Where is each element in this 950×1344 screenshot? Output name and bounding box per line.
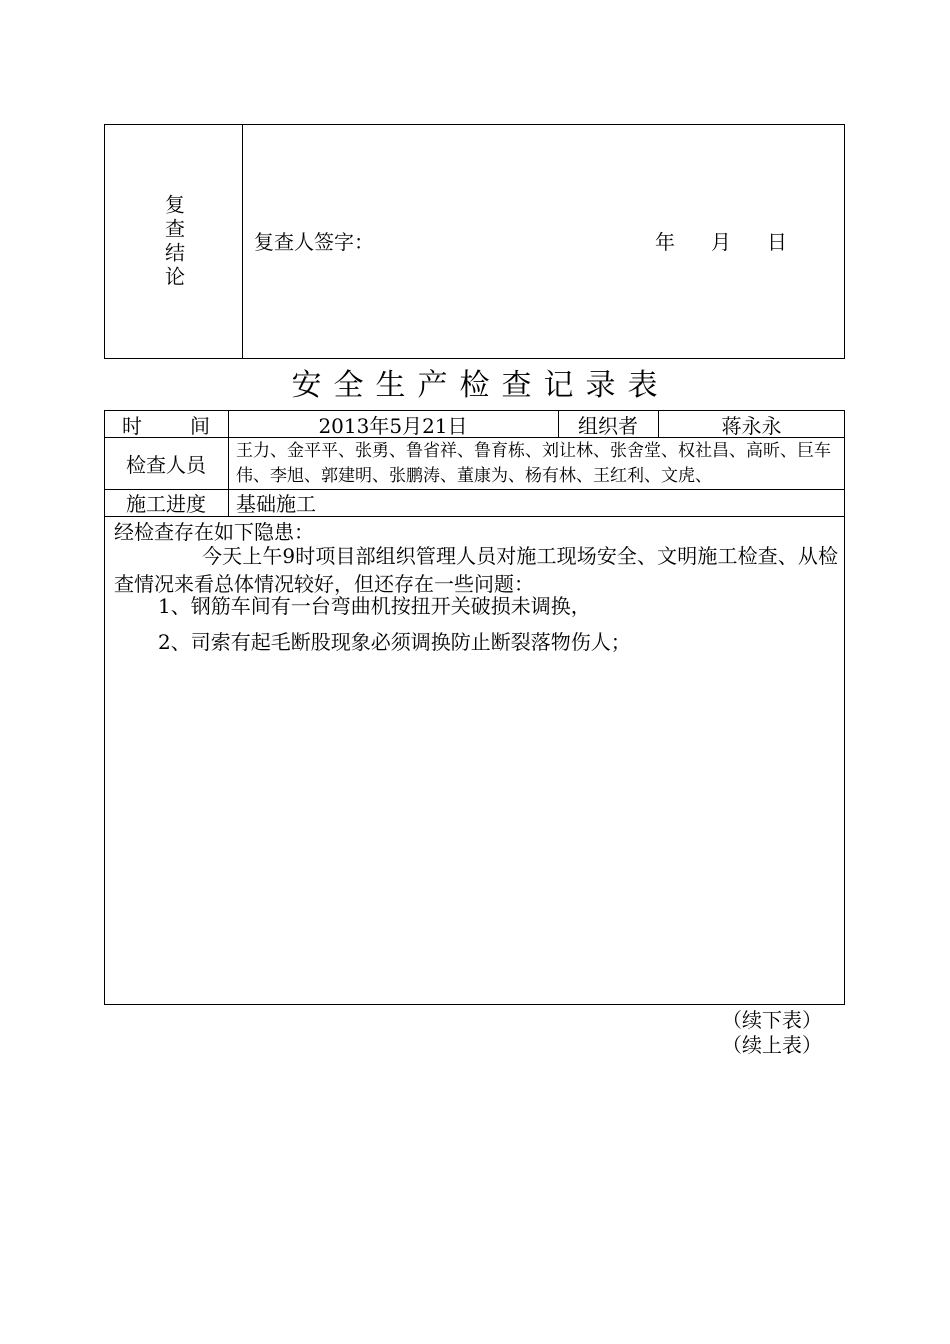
time-label-char-1: 时: [122, 413, 142, 438]
continued-next-note: （续下表）: [722, 1008, 822, 1032]
row-divider-3: [104, 516, 845, 517]
organizer-label: 组织者: [578, 413, 638, 438]
progress-value: 基础施工: [236, 492, 316, 516]
findings-item: 2、司索有起毛断股现象必须调换防止断裂落物伤人；: [158, 630, 631, 654]
findings-item: 1、钢筋车间有一台弯曲机按扭开关破损未调换，: [158, 594, 591, 618]
review-label-cell: [104, 124, 243, 359]
findings-paragraph: 今天上午9时项目部组织管理人员对施工现场安全、文明施工检查、从检查情况来看总体情况较好，但还存在一些问题：: [114, 544, 838, 596]
inspectors-label: 检查人员: [126, 452, 206, 477]
continued-prev-note: （续上表）: [722, 1033, 822, 1057]
review-date-month: 月: [711, 230, 731, 254]
review-date-day: 日: [767, 230, 787, 254]
findings-heading: 经检查存在如下隐患：: [114, 520, 314, 544]
review-label: 复查结论: [161, 193, 186, 290]
inspectors-value: 王力、金平平、张勇、鲁省祥、鲁育栋、刘让林、张舍堂、权社昌、高昕、巨车伟、李旭、郭建明、张鹏涛、董康为、杨有林、王红利、文虎、: [236, 441, 831, 486]
organizer-value: 蒋永永: [721, 413, 782, 438]
review-date-year: 年: [655, 230, 675, 254]
document-title: 安全生产检查记录表: [291, 368, 670, 403]
time-label: [104, 411, 228, 437]
reviewer-signature-label: 复查人签字：: [254, 230, 374, 254]
time-label-char-2: 间: [190, 413, 210, 438]
inspection-date: 2013年5月21日: [318, 413, 468, 438]
progress-label: 施工进度: [126, 492, 206, 516]
